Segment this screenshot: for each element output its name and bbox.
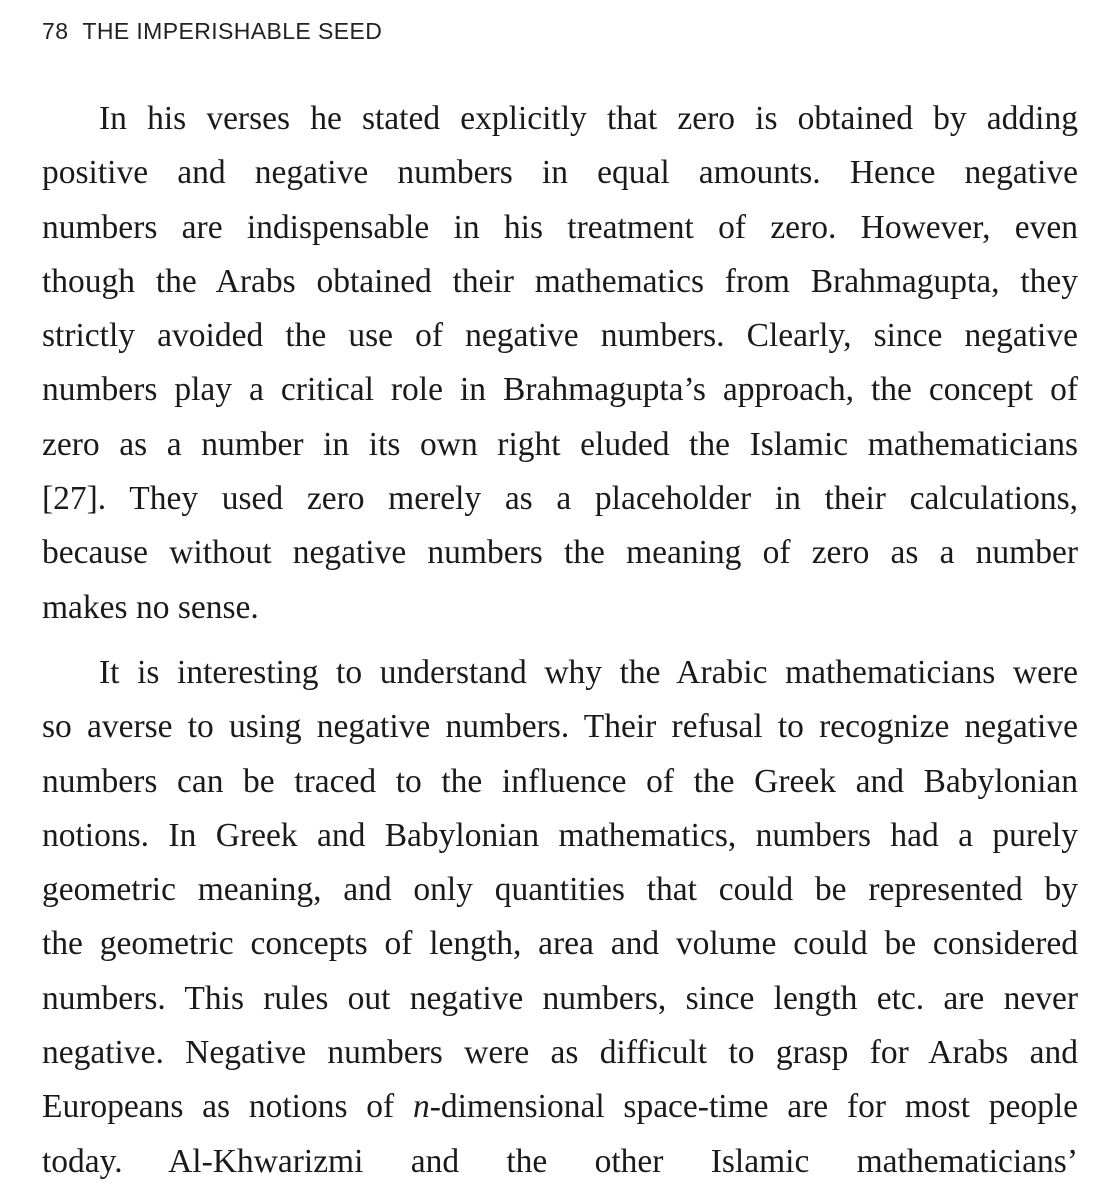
text-run: -dimensional space-time are for most people (429, 1088, 1079, 1126)
text-line: because without negative numbers the meaning of zero as a number (42, 534, 1078, 572)
text-line: In his verses he stated explicitly that zero is obtained by adding (99, 100, 1078, 137)
text-line: zero as a number in its own right eluded the Islamic mathematicians (42, 425, 1078, 463)
text-line: so averse to using negative numbers. Their refusal to recognize negative (42, 708, 1078, 746)
text-line: strictly avoided the use of negative numbers. Clearly, since negative (42, 317, 1078, 355)
text-line: makes no sense. (42, 588, 259, 626)
text-line: though the Arabs obtained their mathematics from Brahmagupta, they (42, 262, 1078, 300)
text-line: the geometric concepts of length, area and volume could be considered (42, 925, 1078, 963)
text-run: Europeans as notions of (42, 1088, 413, 1126)
text-line: numbers play a critical role in Brahmagupta’s approach, the concept of (42, 371, 1078, 409)
text-line: today. Al-Khwarizmi and the other Islamic mathematicians’ (42, 1142, 1078, 1180)
paragraph-gap (42, 635, 1078, 646)
page-number: 78 (42, 18, 69, 44)
text-line: numbers. This rules out negative numbers, since length etc. are never (42, 979, 1078, 1017)
paragraph (42, 646, 1078, 1189)
text-line: numbers are indispensable in his treatment of zero. However, even (42, 208, 1078, 246)
text-line: It is interesting to understand why the Arabic mathematicians were (99, 653, 1078, 691)
paragraph (42, 92, 1078, 635)
text-line (42, 1080, 1078, 1134)
text-line: notions. In Greek and Babylonian mathematics, numbers had a purely (42, 816, 1078, 854)
text-line: negative. Negative numbers were as difficult to grasp for Arabs and (42, 1034, 1078, 1072)
body-text (42, 92, 1078, 1189)
text-line: [27]. They used zero merely as a placeholder in their calculations, (42, 480, 1078, 518)
italic-variable: n (412, 1088, 430, 1126)
text-line: positive and negative numbers in equal amounts. Hence negative (42, 154, 1078, 192)
running-title: THE IMPERISHABLE SEED (82, 18, 383, 44)
text-line: geometric meaning, and only quantities that could be represented by (42, 871, 1078, 909)
running-header (42, 18, 382, 48)
text-line: numbers can be traced to the influence of the Greek and Babylonian (42, 762, 1078, 800)
